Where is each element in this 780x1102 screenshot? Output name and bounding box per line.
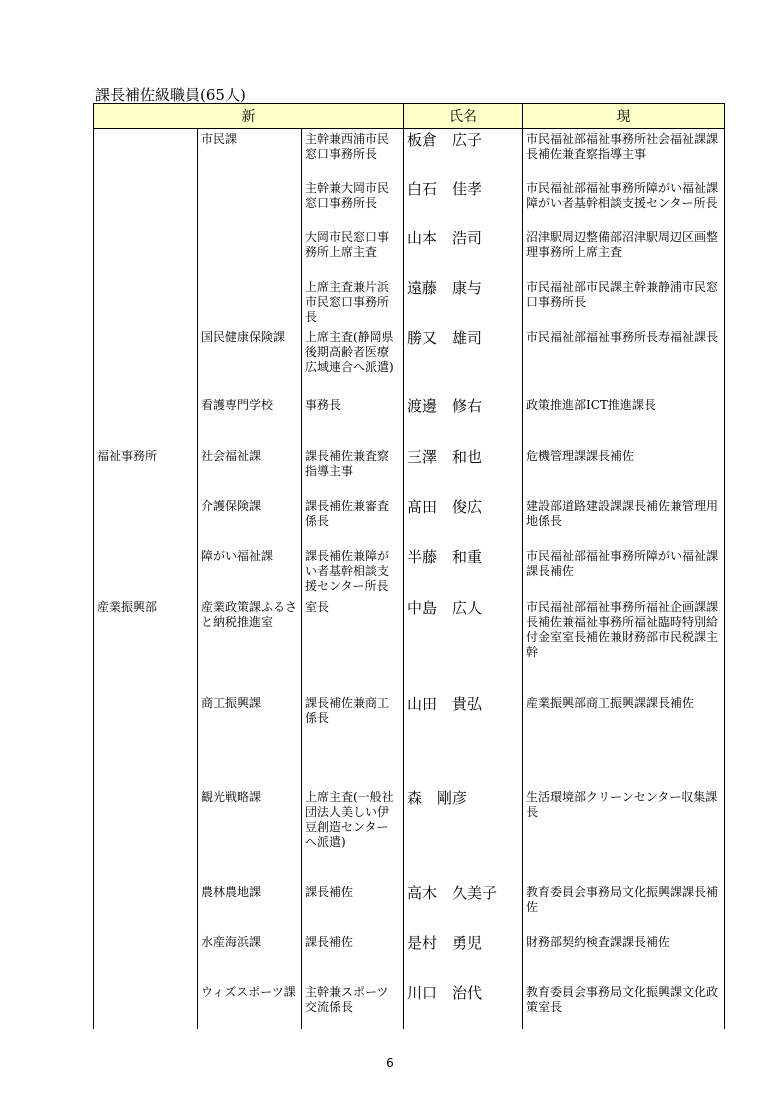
- department-cell: [94, 395, 198, 446]
- position-cell: 課長補佐兼障がい者基幹相談支援センター所長: [302, 546, 404, 597]
- name-cell: 中島 広人: [404, 597, 523, 693]
- position-cell: 課長補佐: [302, 882, 404, 932]
- name-cell: 高木 久美子: [404, 882, 523, 932]
- current-position-cell: 生活環境部クリーンセンター収集課長: [523, 787, 725, 882]
- position-cell: 課長補佐兼審査係長: [302, 496, 404, 546]
- name-cell: 白石 佳孝: [404, 178, 523, 227]
- table-row: [94, 395, 725, 446]
- name-cell: 山本 浩司: [404, 227, 523, 277]
- name-cell: 勝又 雄司: [404, 327, 523, 395]
- department-cell: [94, 693, 198, 787]
- name-cell: 髙田 俊広: [404, 496, 523, 546]
- current-position-cell: 危機管理課課長補佐: [523, 446, 725, 496]
- department-cell: [94, 546, 198, 597]
- table-header-row: [94, 104, 725, 129]
- department-cell: [94, 129, 198, 178]
- table-row: [94, 597, 725, 693]
- section-cell: [198, 227, 302, 277]
- table-row: [94, 129, 725, 178]
- section-cell: [198, 178, 302, 227]
- current-position-cell: 市民福祉部福祉事務所障がい福祉課障がい者基幹相談支援センター所長: [523, 178, 725, 227]
- table-row: [94, 982, 725, 1029]
- table-row: [94, 787, 725, 882]
- current-position-cell: 財務部契約検査課課長補佐: [523, 932, 725, 982]
- current-position-cell: 市民福祉部福祉事務所社会福祉課課長補佐兼査察指導主事: [523, 129, 725, 178]
- position-cell: 上席主査兼片浜市民窓口事務所長: [302, 277, 404, 327]
- position-cell: 課長補佐兼商工係長: [302, 693, 404, 787]
- table-row: [94, 446, 725, 496]
- name-cell: 板倉 広子: [404, 129, 523, 178]
- department-cell: [94, 496, 198, 546]
- current-position-cell: 沼津駅周辺整備部沼津駅周辺区画整理事務所上席主査: [523, 227, 725, 277]
- position-cell: 主幹兼スポーツ交流係長: [302, 982, 404, 1029]
- personnel-table: [93, 103, 725, 1029]
- section-cell: 看護専門学校: [198, 395, 302, 446]
- header-name: 氏名: [404, 104, 523, 129]
- section-cell: 国民健康保険課: [198, 327, 302, 395]
- table-row: [94, 178, 725, 227]
- department-cell: [94, 882, 198, 932]
- current-position-cell: 教育委員会事務局文化振興課課長補佐: [523, 882, 725, 932]
- position-cell: 上席主査(一般社団法人美しい伊豆創造センターへ派遣): [302, 787, 404, 882]
- department-cell: [94, 277, 198, 327]
- table-row: [94, 546, 725, 597]
- name-cell: 三澤 和也: [404, 446, 523, 496]
- current-position-cell: 市民福祉部福祉事務所障がい福祉課課長補佐: [523, 546, 725, 597]
- position-cell: 課長補佐: [302, 932, 404, 982]
- department-cell: [94, 178, 198, 227]
- position-cell: 主幹兼西浦市民窓口事務所長: [302, 129, 404, 178]
- table-row: [94, 227, 725, 277]
- section-cell: 観光戦略課: [198, 787, 302, 882]
- current-position-cell: 市民福祉部市民課主幹兼静浦市民窓口事務所長: [523, 277, 725, 327]
- table-row: [94, 693, 725, 787]
- current-position-cell: 市民福祉部福祉事務所長寿福祉課長: [523, 327, 725, 395]
- current-position-cell: 教育委員会事務局文化振興課文化政策室長: [523, 982, 725, 1029]
- department-cell: 福祉事務所: [94, 446, 198, 496]
- name-cell: 遠藤 康与: [404, 277, 523, 327]
- current-position-cell: 市民福祉部福祉事務所福祉企画課課長補佐兼福祉事務所福祉臨時特別給付金室室長補佐兼財務部市民税課主幹: [523, 597, 725, 693]
- section-cell: 社会福祉課: [198, 446, 302, 496]
- department-cell: [94, 787, 198, 882]
- position-cell: 上席主査(静岡県後期高齢者医療広域連合へ派遣): [302, 327, 404, 395]
- department-cell: [94, 932, 198, 982]
- table-row: [94, 277, 725, 327]
- department-cell: [94, 227, 198, 277]
- department-cell: [94, 982, 198, 1029]
- position-cell: 課長補佐兼査察指導主事: [302, 446, 404, 496]
- section-cell: 市民課: [198, 129, 302, 178]
- current-position-cell: 産業振興部商工振興課課長補佐: [523, 693, 725, 787]
- department-cell: 産業振興部: [94, 597, 198, 693]
- table-row: [94, 496, 725, 546]
- current-position-cell: 建設部道路建設課課長補佐兼管理用地係長: [523, 496, 725, 546]
- department-cell: [94, 327, 198, 395]
- header-current: 現: [523, 104, 725, 129]
- section-cell: 農林農地課: [198, 882, 302, 932]
- name-cell: 半藤 和重: [404, 546, 523, 597]
- page-number: 6: [386, 1056, 394, 1070]
- position-cell: 事務長: [302, 395, 404, 446]
- table-row: [94, 327, 725, 395]
- name-cell: 是村 勇児: [404, 932, 523, 982]
- section-cell: 障がい福祉課: [198, 546, 302, 597]
- table-row: [94, 932, 725, 982]
- section-cell: 介護保険課: [198, 496, 302, 546]
- section-cell: ウィズスポーツ課: [198, 982, 302, 1029]
- section-cell: 商工振興課: [198, 693, 302, 787]
- name-cell: 森 剛彦: [404, 787, 523, 882]
- page-title: 課長補佐級職員(65人): [95, 86, 246, 104]
- position-cell: 大岡市民窓口事務所上席主査: [302, 227, 404, 277]
- name-cell: 渡邊 修右: [404, 395, 523, 446]
- name-cell: 山田 貴弘: [404, 693, 523, 787]
- section-cell: [198, 277, 302, 327]
- table-row: [94, 882, 725, 932]
- position-cell: 室長: [302, 597, 404, 693]
- section-cell: 水産海浜課: [198, 932, 302, 982]
- name-cell: 川口 治代: [404, 982, 523, 1029]
- section-cell: 産業政策課ふるさと納税推進室: [198, 597, 302, 693]
- current-position-cell: 政策推進部ICT推進課長: [523, 395, 725, 446]
- header-new: 新: [94, 104, 404, 129]
- position-cell: 主幹兼大岡市民窓口事務所長: [302, 178, 404, 227]
